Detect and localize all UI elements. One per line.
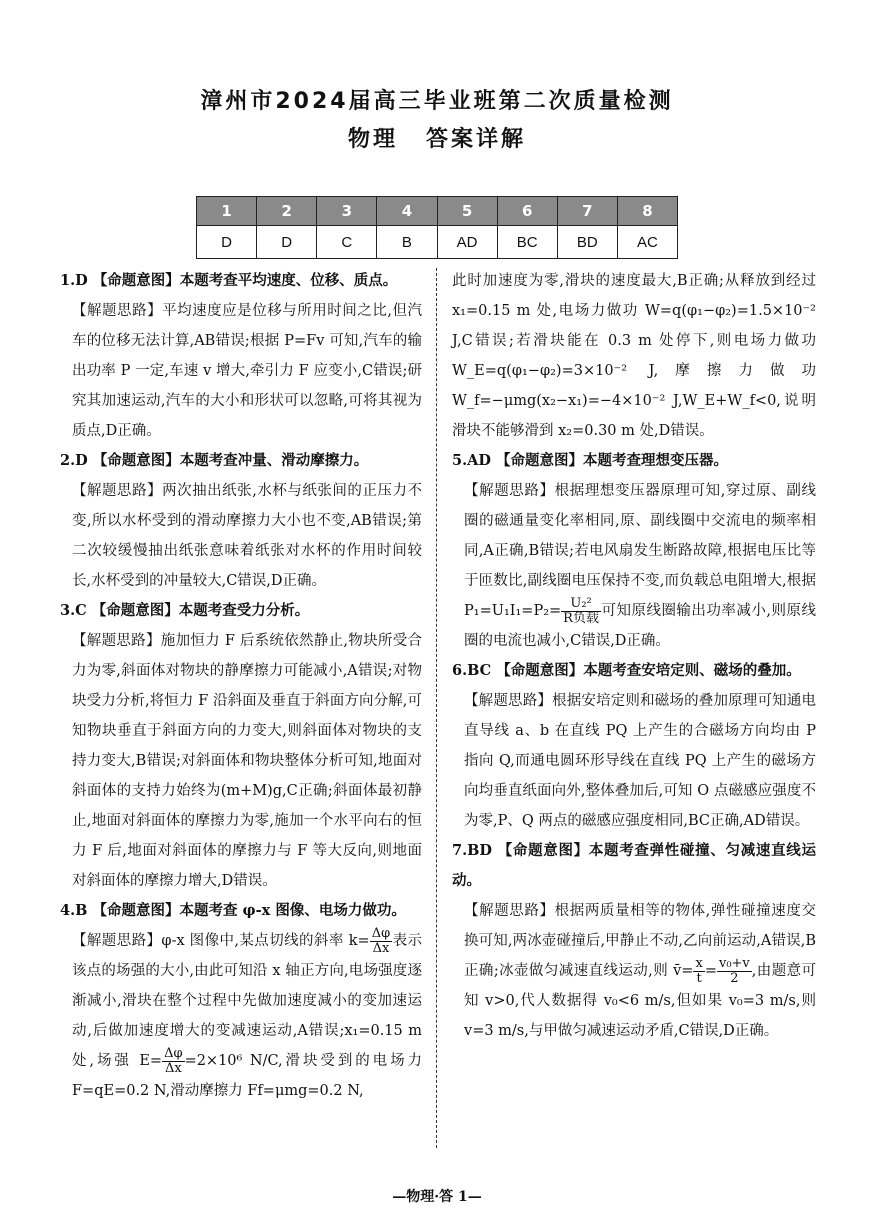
question-6-heading: 6.BC 【命题意图】本题考查安培定则、磁场的叠加。 — [452, 662, 801, 679]
answer-cell: B — [377, 226, 437, 259]
question-4-solution-part1: 【解题思路】φ-x 图像中,某点切线的斜率 k= — [72, 933, 370, 949]
answer-cell: BD — [557, 226, 617, 259]
subject-label: 物理 — [347, 127, 398, 152]
answer-cell: D — [257, 226, 317, 259]
question-number: 8 — [617, 197, 677, 226]
fraction-denominator: Δx — [372, 940, 390, 956]
column-divider — [436, 268, 437, 1148]
fraction-denominator: Δx — [164, 1060, 182, 1076]
question-3-heading: 3.C 【命题意图】本题考查受力分析。 — [60, 602, 310, 619]
answer-cell: AC — [617, 226, 677, 259]
velocity-fraction-2 — [717, 957, 752, 986]
fraction-numerator: U₂² — [561, 597, 601, 612]
answer-detail-label: 答案详解 — [426, 127, 527, 152]
question-5-solution-part2: 可知原线圈输出功率减小,则原线圈的电流也减小,C错误,D正确。 — [464, 603, 816, 649]
question-7-solution-part2: ,由题意可知 v>0,代人数据得 v₀<6 m/s,但如果 v₀=3 m/s,则 v=3 m/s,与甲做匀减速运动矛盾,C错误,D正确。 — [464, 963, 817, 1039]
answer-table-header-row — [197, 197, 678, 226]
fraction-numerator: v₀+v — [718, 955, 750, 971]
question-number: 7 — [557, 197, 617, 226]
answer-table-answer-row — [197, 226, 678, 259]
question-5-solution — [452, 476, 816, 656]
question-number: 1 — [197, 197, 257, 226]
fraction-numerator: x — [695, 955, 703, 971]
fraction-numerator: Δφ — [164, 1045, 183, 1061]
question-2-heading: 2.D 【命题意图】本题考查冲量、滑动摩擦力。 — [60, 452, 369, 469]
question-7-solution: 【解题思路】根据两质量相等的物体,弹性碰撞速度交换可知,两冰壶碰撞后,甲静止不动,乙向前运动,A错误,B正确;冰壶做匀减速直线运动,则 v̄= $\frac{x}{t}$ = $\frac{\text{v₀+v}}{2}$ ,由题意可知 v>0,代人数据得 v₀<6 m/s,但如果 v₀=3 m/s,则 v=3 m/s,与甲做匀减速运动矛盾,C错误,D正确。 — [464, 903, 817, 1039]
question-5-heading: 5.AD 【命题意图】本题考查理想变压器。 — [452, 452, 729, 469]
power-fraction — [561, 597, 601, 626]
question-6-solution: 【解题思路】根据安培定则和磁场的叠加原理可知通电直导线 a、b 在直线 PQ 上产生的合磁场方向均由 P 指向 Q,而通电圆环形导线在直线 PQ 上产生的磁场方向均垂直纸面向外,整体叠加后,可知 O 点磁感应强度不为零,P、Q 两点的磁感应强度相同,BC正确,AD错误。 — [464, 693, 816, 829]
question-4-solution-continued: 此时加速度为零,滑块的速度最大,B正确;从释放到经过 x₁=0.15 m 处,电场力做功 W=q(φ₁−φ₂)=1.5×10⁻² J,C错误;若滑块能在 0.3 m 处停下,则电场力做功 W_E=q(φ₁−φ₂)=3×10⁻² J,摩擦力做功 W_f=−μmg(x₂−x₁)=−4×10⁻² J,W_E+W_f<0,说明滑块不能够滑到 x₂=0.30 m 处,D错误。 — [452, 273, 816, 439]
question-4-solution-part3: =2×10⁶ N/C,滑块受到的电场力 F=qE=0.2 N,滑动摩擦力 Ff=μmg=0.2 N, — [72, 1053, 423, 1099]
page-subtitle — [0, 122, 874, 153]
question-4-heading: 4.B 【命题意图】本题考查 φ-x 图像、电场力做功。 — [60, 902, 406, 919]
answer-cell: C — [317, 226, 377, 259]
page-footer: —物理·答 1— — [392, 1189, 482, 1205]
question-4-solution — [60, 926, 422, 1106]
question-1-heading: 1.D 【命题意图】本题考查平均速度、位移、质点。 — [60, 272, 398, 289]
answer-table — [196, 196, 678, 259]
question-number: 6 — [497, 197, 557, 226]
velocity-fraction-1 — [693, 957, 704, 986]
left-column — [60, 266, 422, 1106]
question-7-heading: 7.BD 【命题意图】本题考查弹性碰撞、匀减速直线运动。 — [452, 842, 816, 889]
right-column — [452, 266, 816, 1046]
answer-cell: BC — [497, 226, 557, 259]
question-1-solution: 【解题思路】平均速度应是位移与所用时间之比,但汽车的位移无法计算,AB错误;根据 P=Fv 可知,汽车的输出功率 P 一定,车速 v 增大,牵引力 F 应变小,C错误;研究其加速运动,汽车的大小和形状可以忽略,可将其视为质点,D正确。 — [72, 303, 422, 439]
slope-fraction — [370, 927, 393, 956]
field-fraction — [162, 1047, 185, 1076]
question-2-solution: 【解题思路】两次抽出纸张,水杯与纸张间的正压力不变,所以水杯受到的滑动摩擦力大小也不变,AB错误;第二次较缓慢抽出纸张意味着纸张对水杯的作用时间较长,水杯受到的冲量较大,C错误,D正确。 — [72, 483, 422, 589]
question-number: 4 — [377, 197, 437, 226]
answer-cell: D — [197, 226, 257, 259]
answer-cell: AD — [437, 226, 497, 259]
fraction-numerator: Δφ — [371, 925, 391, 941]
fraction-denominator: t — [696, 970, 702, 986]
question-7-solution-part1: 【解题思路】根据两质量相等的物体,弹性碰撞速度交换可知,两冰壶碰撞后,甲静止不动,乙向前运动,A错误,B正确;冰壶做匀减速直线运动,则 v̄= — [464, 903, 816, 979]
question-number: 5 — [437, 197, 497, 226]
page-title: 漳州市2024届高三毕业班第二次质量检测 — [200, 89, 674, 114]
question-number: 3 — [317, 197, 377, 226]
question-4-solution-part2: 表示该点的场强的大小,由此可知沿 x 轴正方向,电场强度逐渐减小,滑块在整个过程中先做加速度减小的变加速运动,后做加速度增大的变减速运动,A错误;x₁=0.15 m 处,场强 E= — [72, 933, 422, 1069]
fraction-denominator: R负载 — [563, 610, 599, 626]
question-number: 2 — [257, 197, 317, 226]
fraction-denominator: 2 — [730, 970, 739, 986]
question-5-solution-part1: 【解题思路】根据理想变压器原理可知,穿过原、副线圈的磁通量变化率相同,原、副线圈中交流电的频率相同,A正确,B错误;若电风扇发生断路故障,根据电压比等于匝数比,副线圈电压保持不变,而负载总电阻增大,根据 P₁=U₁I₁=P₂= — [464, 483, 816, 619]
question-3-solution: 【解题思路】施加恒力 F 后系统依然静止,物块所受合力为零,斜面体对物块的静摩擦力可能减小,A错误;对物块受力分析,将恒力 F 沿斜面及垂直于斜面方向分解,可知物块垂直于斜面方向的力变大,则斜面体对物块的支持力变大,B错误;对斜面体和物块整体分析可知,地面对斜面体的支持力始终为(m+M)g,C正确;斜面体最初静止,地面对斜面体的摩擦力为零,施加一个水平向右的恒力 F 后,地面对斜面体的摩擦力与 F 等大反向,则地面对斜面体的摩擦力增大,D错误。 — [72, 633, 422, 889]
